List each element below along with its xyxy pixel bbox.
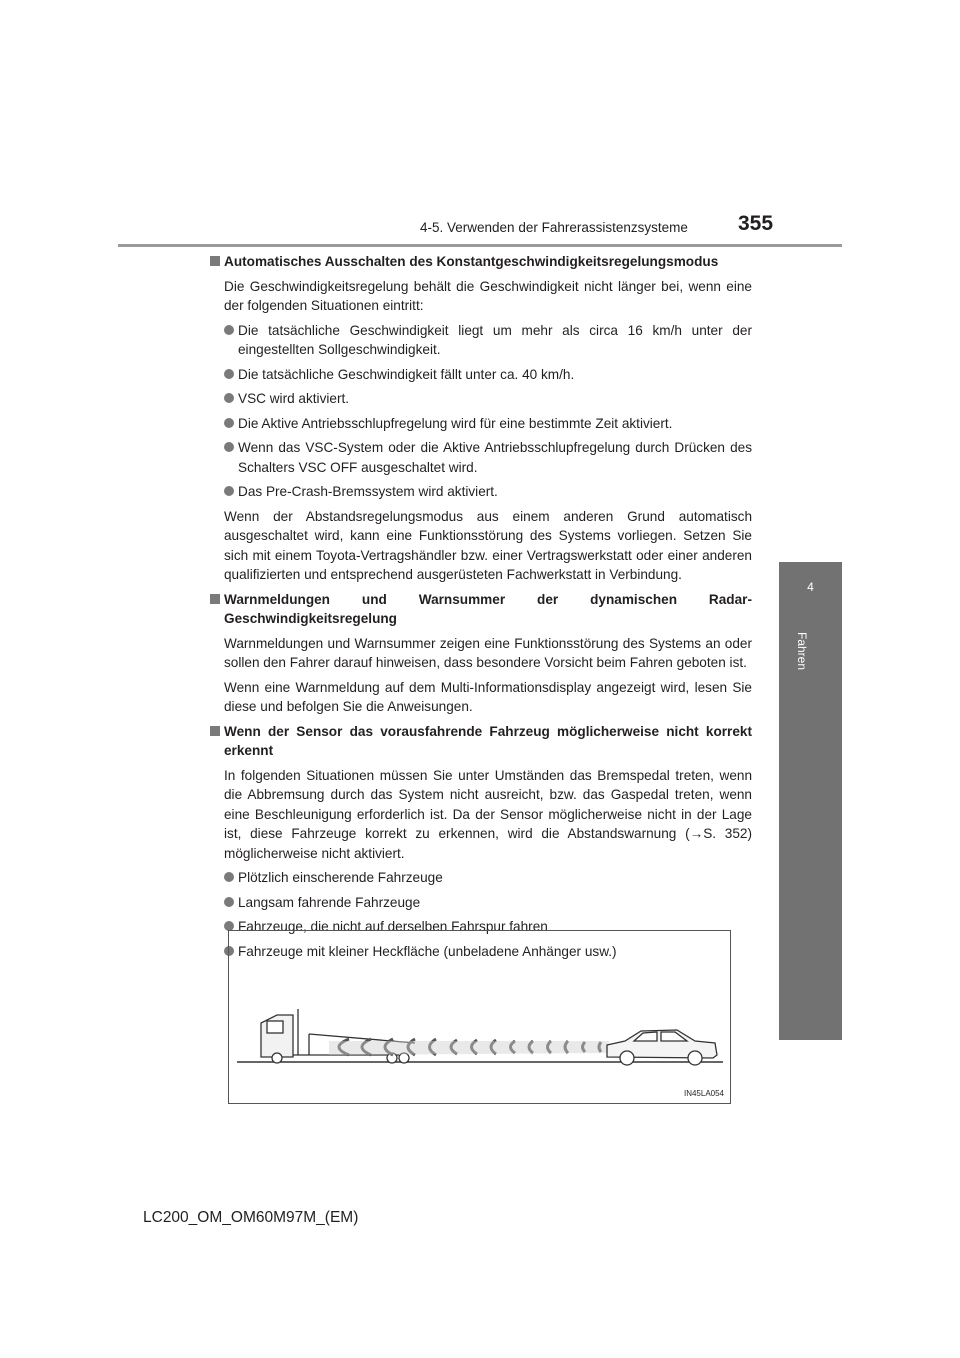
circle-bullet-icon [224,418,234,428]
paragraph: In folgenden Situationen müssen Sie unter Umständen das Bremspedal treten, wenn die Abbremsung durch das System nicht ausreicht, bzw. das Gaspedal treten, wenn eine Beschleunigung erforderlich ist. Da der Sensor möglicherweise nicht in der Lage ist, diese Fahrzeuge korrekt zu erkennen, wird die Abstandswarnung (→S. 352) möglicherweise nicht aktiviert. [224,767,752,861]
circle-bullet-icon [224,369,234,379]
header-section-title: 4-5. Verwenden der Fahrerassistenzsysteme [420,220,688,235]
circle-bullet-icon [224,325,234,335]
chapter-label: Fahren [795,632,809,671]
footer-model-code: LC200_OM_OM60M97M_(EM) [143,1209,359,1226]
square-bullet-icon [210,256,220,266]
section-heading: Warnmeldungen und Warnsummer der dynamischen Radar-Geschwindigkeitsregelung [210,590,752,629]
circle-bullet-icon [224,872,234,882]
chapter-tab [779,562,842,620]
circle-bullet-icon [224,486,234,496]
circle-bullet-icon [224,897,234,907]
figure-code: IN45LA054 [683,1089,724,1098]
square-bullet-icon [210,726,220,736]
list-item: Fahrzeuge mit kleiner Heckfläche (unbeladene Anhänger usw.) [224,942,752,962]
section-heading: Automatisches Ausschalten des Konstantgeschwindigkeitsregelungsmodus [210,252,752,272]
list-item: VSC wird aktiviert. [224,389,752,409]
list-item: Langsam fahrende Fahrzeuge [224,893,752,913]
radar-beam-icon [329,1041,609,1055]
list-item: Die tatsächliche Geschwindigkeit liegt um mehr als circa 16 km/h unter der eingestellten Sollgeschwindigkeit. [224,321,752,360]
list-item: Die Aktive Antriebsschlupfregelung wird für eine bestimmte Zeit aktiviert. [224,414,752,434]
paragraph: Warnmeldungen und Warnsummer zeigen eine Funktionsstörung des Systems an oder sollen den Fahrer darauf hinweisen, dass besondere Vorsicht beim Fahren geboten ist. [224,635,752,670]
section-heading: Wenn der Sensor das vorausfahrende Fahrzeug möglicherweise nicht korrekt erkennt [210,722,752,761]
content-body [210,252,752,966]
square-bullet-icon [210,594,220,604]
paragraph: Wenn eine Warnmeldung auf dem Multi-Informationsdisplay angezeigt wird, lesen Sie diese und befolgen Sie die Anweisungen. [224,679,752,714]
paragraph: Die Geschwindigkeitsregelung behält die Geschwindigkeit nicht länger bei, wenn eine der folgenden Situationen eintritt: [224,278,752,313]
list-item: Das Pre-Crash-Bremssystem wird aktiviert. [224,482,752,502]
illustration-figure [228,930,731,1104]
list-item: Fahrzeuge, die nicht auf derselben Fahrspur fahren [224,917,752,937]
radar-illustration [229,931,730,1103]
circle-bullet-icon [224,393,234,403]
page-number: 355 [738,212,774,235]
header-rule [118,244,842,247]
car-icon [607,1030,717,1065]
chapter-sidebar [779,620,842,1040]
circle-bullet-icon [224,442,234,452]
list-item: Die tatsächliche Geschwindigkeit fällt unter ca. 40 km/h. [224,365,752,385]
list-item: Wenn das VSC-System oder die Aktive Antriebsschlupfregelung durch Drücken des Schalters VSC OFF ausgeschaltet wird. [224,438,752,477]
chapter-number: 4 [807,580,814,594]
list-item: Plötzlich einscherende Fahrzeuge [224,868,752,888]
paragraph: Wenn der Abstandsregelungsmodus aus einem anderen Grund automatisch ausgeschaltet wird, kann eine Funktionsstörung des Systems vorliegen. Setzen Sie sich mit einem Toyota-Vertragshändler bzw. einer Vertragswerkstatt oder einer anderen qualifizierten und entsprechend ausgerüsteten Fachwerkstatt in Verbindung. [224,508,752,582]
